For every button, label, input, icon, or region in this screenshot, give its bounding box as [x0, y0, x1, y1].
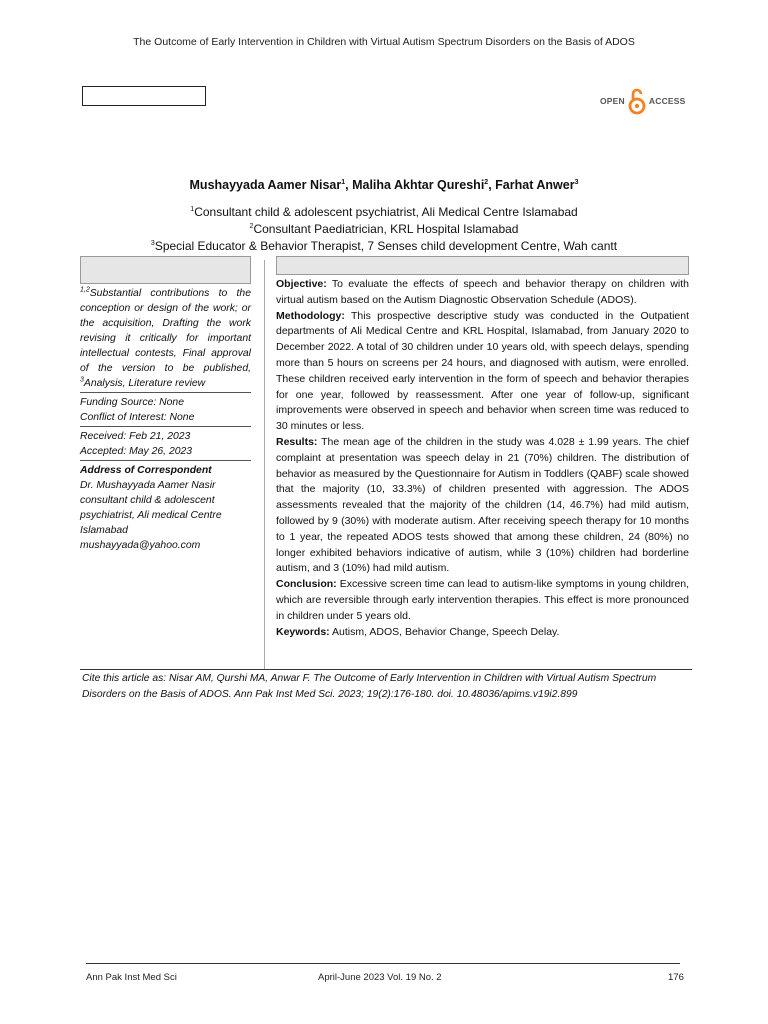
abstract-header-bar	[276, 256, 689, 275]
abstract-methodology	[276, 309, 689, 435]
affiliation-sup: 3	[150, 240, 155, 247]
affiliation-sup: 2	[249, 223, 254, 230]
objective-text: To evaluate the effects of speech and behavior therapy on children with virtual autism based on the Autism Diagnostic Observation Schedule (ADOS).	[276, 278, 689, 306]
affiliation-3	[0, 239, 768, 253]
author-line: Mushayyada Aamer Nisar$^1$, Maliha Akhtar Qureshi$^2$, Farhat Anwer$^3$	[189, 178, 579, 192]
open-access-lock-icon	[628, 87, 646, 115]
received-date: Received: Feb 21, 2023	[80, 431, 191, 442]
results-text: The mean age of the children in the study was 4.028 ± 1.99 years. The chief complaint at presentation was speech delay in 21 (70%) children. The distribution of behavior as measured by the Questionnaire for Autism in Toddlers (QABF) scale showed that the majority (10, 33.3%) of children presented with aggression. The ADOS assessments revealed that the majority of the children (14, 46.7%) had mild autism, followed by 9 (30%) with moderate autism. After receiving speech therapy for 10 months to 1 year, the repeated ADOS tests showed that among these children, 24 (80%) no longer exhibited behaviors indicative of autism, while 3 (10%) children had borderline autism, and 3 (10%) had mild autism.	[276, 435, 689, 575]
logo-open-text: OPEN	[600, 96, 625, 106]
correspondent-line: Islamabad	[80, 525, 128, 536]
abstract-keywords	[276, 625, 689, 641]
author-contributions	[80, 284, 251, 393]
citation: Cite this article as: Nisar AM, Qurshi MA, Anwar F. The Outcome of Early Intervention in Children with Virtual Autism Spectrum Disorders on the Basis of ADOS. Ann Pak Inst Med Sci. 2023; 19(2):176-180. doi. 10.48036/apims.v19i2.899	[82, 673, 657, 700]
author-name: Farhat Anwer	[495, 178, 575, 192]
footer-journal: Ann Pak Inst Med Sci	[86, 972, 177, 983]
sidebar-header-bar	[80, 256, 251, 284]
contrib-text: Substantial contributions to the conception or design of the work; or the acquisition, Drafting the work revising it critically for important intellectual contests, Final approval of the version to be published,	[80, 288, 251, 374]
footer-issue: April-June 2023 Vol. 19 No. 2	[318, 972, 442, 983]
correspondent-line: Dr. Mushayyada Aamer Nasir	[80, 480, 216, 491]
author-sup: 2	[484, 178, 489, 186]
footer-rule	[86, 963, 680, 964]
column-divider	[264, 260, 265, 670]
affiliation-sup: 1	[190, 206, 195, 213]
contrib-text: Analysis, Literature review	[83, 378, 206, 389]
abstract-objective	[276, 277, 689, 309]
citation-rule	[80, 669, 692, 670]
funding-source: Funding Source: None	[80, 397, 184, 408]
affiliation-text: Consultant child & adolescent psychiatrist, Ali Medical Centre Islamabad	[194, 205, 578, 219]
methodology-label: Methodology:	[276, 309, 345, 322]
logo-access-text: ACCESS	[648, 96, 686, 106]
contrib-sup: 1,2	[80, 286, 90, 294]
running-head: The Outcome of Early Intervention in Children with Virtual Autism Spectrum Disorders on the Basis of ADOS	[133, 36, 635, 48]
results-label: Results:	[276, 435, 318, 448]
empty-header-box	[82, 86, 206, 106]
conclusion-label: Conclusion:	[276, 578, 337, 591]
affiliation-2	[0, 222, 768, 236]
article-info-sidebar	[80, 256, 251, 553]
correspondent-line: consultant child & adolescent	[80, 495, 215, 506]
author-sup: 3	[574, 178, 579, 186]
correspondent-heading: Address of Correspondent	[80, 465, 212, 476]
footer-page-number: 176	[668, 972, 684, 983]
objective-label: Objective:	[276, 278, 327, 290]
abstract-column	[276, 256, 689, 640]
correspondent-line: psychiatrist, Ali medical Centre	[80, 510, 222, 521]
conclusion-text: Excessive screen time can lead to autism-like symptoms in young children, which are reversible through early intervention therapies. This effect is more pronounced in children under 5 years old.	[276, 578, 689, 622]
contrib-sup: 3	[80, 376, 84, 384]
methodology-text: This prospective descriptive study was conducted in the Outpatient departments of Ali Medical Centre and KRL Hospital, Islamabad, from January 2020 to December 2022. A total of 30 children under 10 years old, with speech delays, spending more than 5 hours on screens per 24 hours, and diagnosed with autism, were enrolled. These children received early intervention in the form of speech and behavior therapies for one year, followed by reassessment. After one year of follow-up, significant improvements were observed in speech and behavior when screen time was reduced to 30 minutes or less.	[276, 309, 689, 433]
author-name: Maliha Akhtar Qureshi	[352, 178, 485, 192]
abstract-body	[276, 277, 689, 640]
correspondent-email[interactable]: mushayyada@yahoo.com	[80, 540, 201, 551]
correspondent-block	[80, 461, 251, 553]
abstract-results	[276, 435, 689, 577]
funding-conflict-block	[80, 393, 251, 427]
affiliation-text: Special Educator & Behavior Therapist, 7 Senses child development Centre, Wah cantt	[154, 239, 618, 253]
keywords-label: Keywords:	[276, 625, 330, 638]
author-name: Mushayyada Aamer Nisar	[189, 178, 342, 192]
keywords-text: Autism, ADOS, Behavior Change, Speech Delay.	[329, 625, 560, 638]
affiliation-text: Consultant Paediatrician, KRL Hospital Islamabad	[253, 222, 519, 236]
accepted-date: Accepted: May 26, 2023	[80, 446, 193, 457]
conflict-of-interest: Conflict of Interest: None	[80, 412, 195, 423]
dates-block	[80, 427, 251, 461]
open-access-logo	[600, 86, 686, 116]
abstract-conclusion	[276, 577, 689, 624]
author-sup: 1	[341, 178, 346, 186]
affiliation-1	[0, 205, 768, 219]
